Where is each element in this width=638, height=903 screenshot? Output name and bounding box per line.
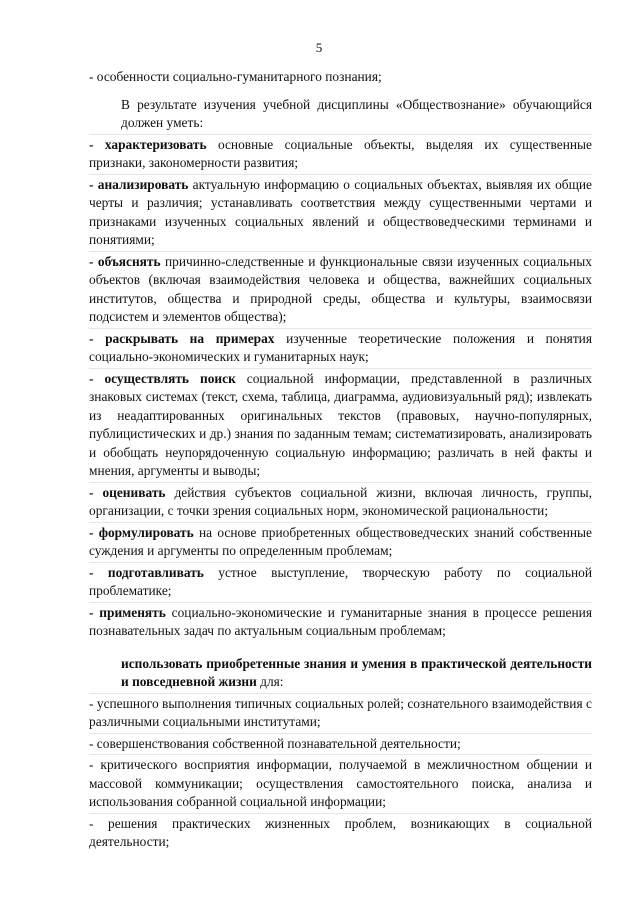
skill-keyword: - осуществлять поиск (89, 370, 236, 386)
use-knowledge-heading: использовать приобретенные знания и умения в практической деятельности и повседневной жизни (121, 655, 592, 689)
use-item-cognition: - совершенствования собственной познавательной деятельности; (89, 734, 592, 756)
skill-keyword: - характеризовать (89, 136, 207, 152)
skill-reveal-examples (89, 329, 592, 369)
skill-apply (89, 603, 592, 642)
skill-keyword: - подготавливать (89, 564, 204, 580)
skill-search (89, 369, 592, 483)
skill-description: на основе приобретенных обществоведческих знаний собственные суждения и аргументы по определенным проблемам; (89, 524, 593, 558)
skill-description: действия субъектов социальной жизни, включая личность, группы, организации, с точки зрения социальных норм, экономической рациональности; (89, 484, 592, 518)
skill-description: изученные теоретические положения и понятия социально-экономических и гуманитарных наук; (89, 330, 593, 364)
use-item-problems: - решения практических жизненных проблем, возникающих в социальной деятельности; (89, 815, 592, 849)
skill-analyze (89, 175, 592, 252)
use-item-perception: - критического восприятия информации, получаемой в межличностном общении и массовой коммуникации; осуществления самостоятельного поиска, анализа и использования собранной социальной информации; (89, 755, 592, 814)
skill-description: причинно-следственные и функциональные связи изученных социальных объектов (включая взаимодействия человека и общества, важнейших социальных институтов, общества и природной среды, общества и культуры, взаимосвязи подсистем и элементов общества); (89, 253, 592, 324)
skill-characterize (89, 135, 592, 175)
paragraph-knowledge-item: - особенности социально-гуманитарного познания; (89, 69, 382, 84)
skill-keyword: - формулировать (89, 524, 194, 540)
page-number: 5 (315, 40, 323, 55)
use-knowledge-suffix: для: (256, 674, 284, 689)
skill-keyword: - оценивать (89, 484, 166, 500)
paragraph-intro: В результате изучения учебной дисциплины «Обществознание» обучающийся должен уметь: (89, 88, 592, 135)
body-text (89, 67, 592, 853)
skill-explain (89, 252, 592, 329)
skill-keyword: - объяснять (89, 253, 161, 269)
paragraph-use-knowledge (89, 642, 592, 693)
skill-description: актуальную информацию о социальных объектах, выявляя их общие черты и различия; устанавливать соответствия между существенными чертами и признаками изученных социальных явлений и обществоведческими терминами и понятиями; (89, 176, 592, 247)
skill-description: социальной информации, представленной в различных знаковых системах (текст, схема, таблица, диаграмма, аудиовизуальный ряд); извлекать из неадаптированных оригинальных текстов (правовых, научно-популярных, публицистических и др.) знания по заданным темам; систематизировать, анализировать и обобщать неупорядоченную социальную информацию; различать в ней факты и мнения, аргументы и выводы; (89, 370, 592, 478)
skill-description: основные социальные объекты, выделяя их существенные признаки, закономерности развития; (89, 136, 592, 170)
skill-keyword: - раскрывать на примерах (89, 330, 275, 346)
skill-prepare (89, 563, 592, 603)
skill-description: устное выступление, творческую работу по социальной проблематике; (89, 564, 592, 598)
use-item-roles: - успешного выполнения типичных социальных ролей; сознательного взаимодействия с различными социальными институтами; (89, 693, 592, 734)
skill-formulate (89, 523, 592, 563)
skill-description: социально-экономические и гуманитарные знания в процессе решения познавательных задач по актуальным социальным проблемам; (89, 604, 592, 638)
skill-keyword: - анализировать (89, 176, 189, 192)
skill-evaluate (89, 483, 592, 523)
skill-keyword: - применять (89, 604, 166, 620)
